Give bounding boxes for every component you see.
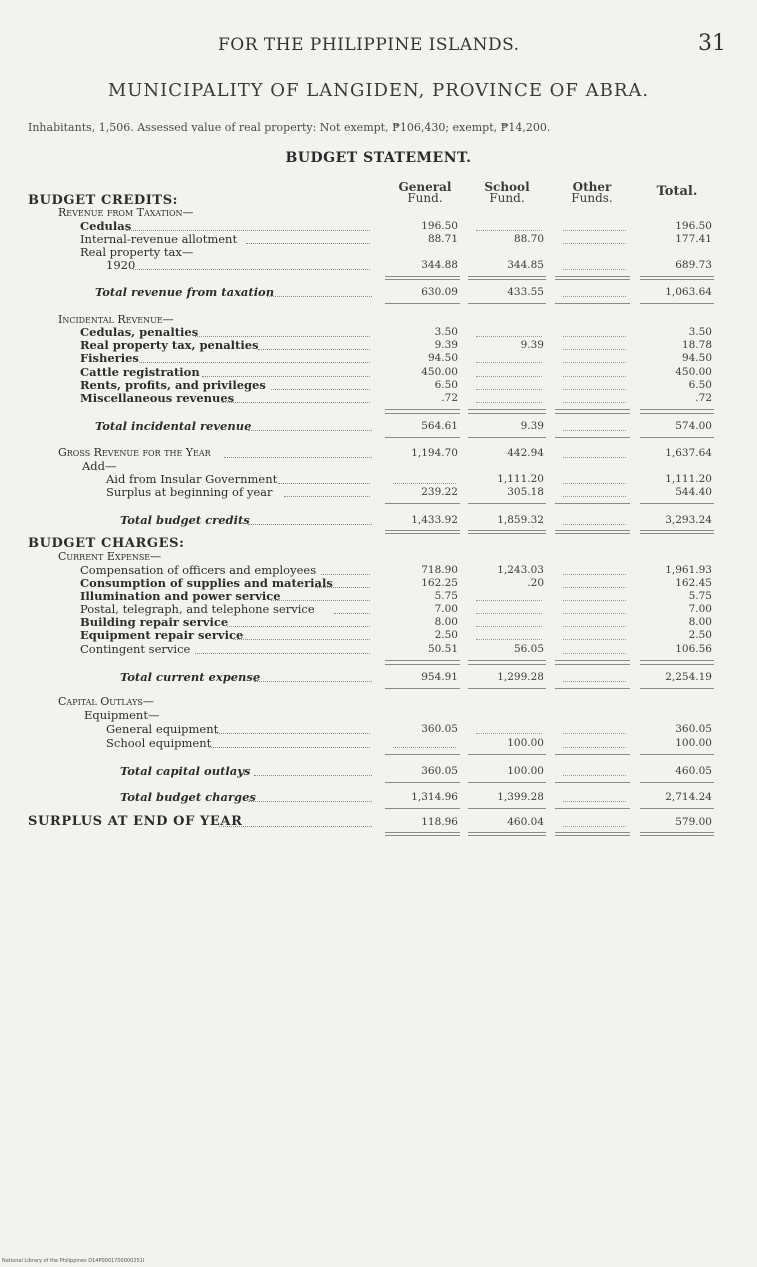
column-rule xyxy=(640,660,714,661)
school-fund-value: 56.05 xyxy=(513,643,544,655)
column-rule xyxy=(385,409,460,410)
blank-cell xyxy=(563,457,626,458)
school-fund-value: 344.85 xyxy=(507,259,544,271)
blank-cell xyxy=(393,747,456,748)
blank-cell xyxy=(476,733,542,734)
blank-cell xyxy=(563,269,626,270)
table-row xyxy=(0,564,757,576)
column-rule xyxy=(468,409,546,410)
total-value: 196.50 xyxy=(675,220,712,232)
inhabitants-line: Inhabitants, 1,506. Assessed value of real property: Not exempt, ₱106,430; exempt, ₱14,200. xyxy=(28,121,551,134)
leader-dots xyxy=(215,733,370,734)
column-rule xyxy=(468,664,546,665)
column-rule xyxy=(385,413,460,414)
general-fund-value: 196.50 xyxy=(421,220,458,232)
table-row xyxy=(0,339,757,351)
leader-dots xyxy=(284,496,370,497)
total-value: 100.00 xyxy=(675,737,712,749)
table-row xyxy=(0,233,757,245)
leader-dots xyxy=(224,457,372,458)
total-value: 2,254.19 xyxy=(665,671,712,683)
column-rule xyxy=(640,754,714,755)
table-row xyxy=(0,379,757,391)
blank-cell xyxy=(563,483,626,484)
leader-dots xyxy=(248,801,372,802)
general-fund-value: .72 xyxy=(441,392,458,404)
row-label: Real property tax— xyxy=(80,245,194,259)
total-value: 94.50 xyxy=(681,352,712,364)
general-fund-value: 344.88 xyxy=(421,259,458,271)
column-rule xyxy=(640,279,714,280)
col-general-fund: General Fund. xyxy=(398,180,452,205)
school-fund-value: 9.39 xyxy=(520,420,544,432)
column-rule xyxy=(385,279,460,280)
column-rule xyxy=(555,832,630,836)
column-rule xyxy=(555,409,630,410)
blank-cell xyxy=(563,336,626,337)
table-row xyxy=(0,538,757,550)
blank-cell xyxy=(563,747,626,748)
column-rule xyxy=(640,688,714,689)
column-rule xyxy=(468,503,546,504)
row-label: Revenue from Taxation— xyxy=(58,206,194,219)
blank-cell xyxy=(563,376,626,377)
general-fund-value: 1,433.92 xyxy=(411,514,458,526)
column-rule xyxy=(555,660,630,661)
column-rule xyxy=(468,754,546,755)
running-title: FOR THE PHILIPPINE ISLANDS. xyxy=(218,35,520,55)
table-row xyxy=(0,590,757,602)
column-rule xyxy=(468,437,546,438)
general-fund-value: 564.61 xyxy=(421,420,458,432)
leader-dots xyxy=(254,681,372,682)
blank-cell xyxy=(563,524,626,525)
page-number: 31 xyxy=(698,31,726,56)
school-fund-value: 9.39 xyxy=(520,339,544,351)
leader-dots xyxy=(271,600,370,601)
leader-dots xyxy=(133,269,370,270)
blank-cell xyxy=(476,336,542,337)
table-row xyxy=(0,486,757,498)
general-fund-value: 450.00 xyxy=(421,366,458,378)
row-label: Miscellaneous revenues xyxy=(80,391,235,405)
row-label: Capital Outlays— xyxy=(58,695,154,708)
general-fund-value: 5.75 xyxy=(434,590,458,602)
total-value: 1,063.64 xyxy=(665,286,712,298)
column-rule xyxy=(640,413,714,414)
row-label: BUDGET CREDITS: xyxy=(28,193,179,208)
row-label: Total current expense xyxy=(120,670,261,684)
table-row xyxy=(0,577,757,589)
blank-cell xyxy=(563,600,626,601)
column-rule xyxy=(468,688,546,689)
table-row xyxy=(0,723,757,735)
row-label: Cedulas, penalties xyxy=(80,325,199,339)
column-rule xyxy=(385,276,460,277)
blank-cell xyxy=(563,613,626,614)
column-rule xyxy=(468,832,546,836)
column-rule xyxy=(385,503,460,504)
general-fund-value: 88.71 xyxy=(427,233,458,245)
row-label: Gross Revenue for the Year xyxy=(58,446,211,459)
total-value: 162.45 xyxy=(675,577,712,589)
leader-dots xyxy=(334,613,370,614)
row-label: SURPLUS AT END OF YEAR xyxy=(28,814,243,829)
blank-cell xyxy=(563,362,626,363)
column-rule xyxy=(468,782,546,783)
total-value: 460.05 xyxy=(675,765,712,777)
row-label: Total budget credits xyxy=(120,513,250,527)
table-row xyxy=(0,643,757,655)
column-rule xyxy=(640,303,714,304)
table-row xyxy=(0,246,757,258)
row-label: BUDGET CHARGES: xyxy=(28,536,185,551)
leader-dots xyxy=(195,653,370,654)
row-label: Illumination and power service xyxy=(80,589,281,603)
school-fund-value: 100.00 xyxy=(507,737,544,749)
blank-cell xyxy=(476,402,542,403)
general-fund-value: 3.50 xyxy=(434,326,458,338)
leader-dots xyxy=(258,349,370,350)
blank-cell xyxy=(563,496,626,497)
blank-cell xyxy=(563,639,626,640)
leader-dots xyxy=(248,430,372,431)
budget-statement-title: BUDGET STATEMENT. xyxy=(285,150,472,166)
blank-cell xyxy=(476,639,542,640)
leader-dots xyxy=(202,376,370,377)
school-fund-value: 100.00 xyxy=(507,765,544,777)
blank-cell xyxy=(563,574,626,575)
column-rule xyxy=(555,808,630,809)
column-rule xyxy=(468,303,546,304)
blank-cell xyxy=(563,626,626,627)
table-row xyxy=(0,737,757,749)
library-footer: National Library of the Philippines D14P0001700000251I xyxy=(2,1258,145,1264)
municipality-heading: MUNICIPALITY OF LANGIDEN, PROVINCE OF ABRA. xyxy=(107,80,650,101)
total-value: 3,293.24 xyxy=(665,514,712,526)
blank-cell xyxy=(563,587,626,588)
row-label: Total budget charges xyxy=(120,790,256,804)
general-fund-value: 2.50 xyxy=(434,629,458,641)
table-row xyxy=(0,765,757,777)
row-label: Postal, telegraph, and telephone service xyxy=(80,602,315,616)
general-fund-value: 1,314.96 xyxy=(411,791,458,803)
leader-dots xyxy=(267,296,372,297)
total-value: 2,714.24 xyxy=(665,791,712,803)
row-label: Real property tax, penalties xyxy=(80,338,259,352)
col-school-fund: School Fund. xyxy=(484,180,530,205)
table-row xyxy=(0,352,757,364)
blank-cell xyxy=(563,775,626,776)
general-fund-value: 360.05 xyxy=(421,765,458,777)
table-row xyxy=(0,460,757,472)
leader-dots xyxy=(227,626,370,627)
total-value: 2.50 xyxy=(688,629,712,641)
general-fund-value: 6.50 xyxy=(434,379,458,391)
column-rule xyxy=(555,782,630,783)
column-rule xyxy=(555,303,630,304)
table-row xyxy=(0,259,757,271)
total-value: 544.40 xyxy=(675,486,712,498)
total-value: 689.73 xyxy=(675,259,712,271)
blank-cell xyxy=(563,389,626,390)
table-row xyxy=(0,392,757,404)
blank-cell xyxy=(563,349,626,350)
column-rule xyxy=(385,808,460,809)
total-value: 177.41 xyxy=(675,233,712,245)
row-label: Rents, profits, and privileges xyxy=(80,378,266,392)
school-fund-value: 1,299.28 xyxy=(497,671,544,683)
column-rule xyxy=(555,413,630,414)
column-rule xyxy=(385,832,460,836)
school-fund-value: .20 xyxy=(527,577,544,589)
column-rule xyxy=(468,413,546,414)
blank-cell xyxy=(563,653,626,654)
row-label: Total capital outlays xyxy=(120,764,251,778)
blank-cell xyxy=(563,733,626,734)
total-value: 1,961.93 xyxy=(665,564,712,576)
leader-dots xyxy=(209,747,370,748)
leader-dots xyxy=(195,336,370,337)
blank-cell xyxy=(476,230,542,231)
column-rule xyxy=(640,276,714,277)
general-fund-value: 94.50 xyxy=(427,352,458,364)
general-fund-value: 954.91 xyxy=(421,671,458,683)
school-fund-value: 88.70 xyxy=(513,233,544,245)
row-label: Compensation of officers and employees xyxy=(80,563,317,577)
school-fund-value: 1,859.32 xyxy=(497,514,544,526)
total-value: 18.78 xyxy=(681,339,712,351)
column-rule xyxy=(640,503,714,504)
leader-dots xyxy=(321,574,370,575)
row-label: Add— xyxy=(82,459,117,473)
table-row xyxy=(0,514,757,526)
column-rule xyxy=(385,688,460,689)
total-value: 7.00 xyxy=(688,603,712,615)
leader-dots xyxy=(254,775,372,776)
column-rule xyxy=(640,832,714,836)
total-value: 450.00 xyxy=(675,366,712,378)
general-fund-value: 9.39 xyxy=(434,339,458,351)
blank-cell xyxy=(563,430,626,431)
table-row xyxy=(0,420,757,432)
column-rule xyxy=(385,303,460,304)
general-fund-value: 7.00 xyxy=(434,603,458,615)
table-row xyxy=(0,286,757,298)
leader-dots xyxy=(221,402,370,403)
table-row xyxy=(0,791,757,803)
row-label: Aid from Insular Government xyxy=(106,472,278,486)
column-rule xyxy=(640,782,714,783)
total-value: 1,637.64 xyxy=(665,447,712,459)
total-value: 360.05 xyxy=(675,723,712,735)
total-value: 106.56 xyxy=(675,643,712,655)
table-row xyxy=(0,709,757,721)
general-fund-value: 239.22 xyxy=(421,486,458,498)
blank-cell xyxy=(476,389,542,390)
column-rule xyxy=(385,437,460,438)
table-row xyxy=(0,629,757,641)
total-value: .72 xyxy=(695,392,712,404)
table-row xyxy=(0,816,757,828)
total-value: 6.50 xyxy=(688,379,712,391)
blank-cell xyxy=(563,296,626,297)
leader-dots xyxy=(278,483,370,484)
school-fund-value: 1,399.28 xyxy=(497,791,544,803)
row-label: 1920 xyxy=(106,258,136,272)
blank-cell xyxy=(476,362,542,363)
row-label: General equipment xyxy=(106,722,219,736)
table-row xyxy=(0,447,757,459)
general-fund-value: 50.51 xyxy=(427,643,458,655)
row-label: Total revenue from taxation xyxy=(95,285,275,299)
school-fund-value: 305.18 xyxy=(507,486,544,498)
table-row xyxy=(0,603,757,615)
blank-cell xyxy=(476,600,542,601)
column-rule xyxy=(385,754,460,755)
column-rule xyxy=(640,437,714,438)
table-row xyxy=(0,326,757,338)
column-rule xyxy=(468,279,546,280)
column-rule xyxy=(468,276,546,277)
column-rule xyxy=(640,808,714,809)
blank-cell xyxy=(476,376,542,377)
column-rule xyxy=(555,754,630,755)
row-label: Equipment repair service xyxy=(80,628,244,642)
column-rule xyxy=(468,660,546,661)
row-label: Consumption of supplies and materials xyxy=(80,576,333,590)
table-row xyxy=(0,671,757,683)
column-rule xyxy=(385,530,460,534)
blank-cell xyxy=(476,613,542,614)
row-label: Contingent service xyxy=(80,642,191,656)
school-fund-value: 1,243.03 xyxy=(497,564,544,576)
general-fund-value: 118.96 xyxy=(421,816,458,828)
blank-cell xyxy=(563,801,626,802)
school-fund-value: 1,111.20 xyxy=(497,473,544,485)
general-fund-value: 360.05 xyxy=(421,723,458,735)
leader-dots xyxy=(315,587,370,588)
column-rule xyxy=(385,664,460,665)
column-rule xyxy=(640,409,714,410)
leader-dots xyxy=(246,243,370,244)
column-rule xyxy=(555,530,630,534)
column-rule xyxy=(385,660,460,661)
leader-dots xyxy=(126,230,370,231)
row-label: Fisheries xyxy=(80,351,139,365)
column-rule xyxy=(555,279,630,280)
row-label: Equipment— xyxy=(84,708,160,722)
general-fund-value: 8.00 xyxy=(434,616,458,628)
column-rule xyxy=(555,437,630,438)
general-fund-value: 1,194.70 xyxy=(411,447,458,459)
blank-cell xyxy=(476,626,542,627)
column-rule xyxy=(555,276,630,277)
table-row xyxy=(0,366,757,378)
col-total: Total. xyxy=(656,184,698,199)
general-fund-value: 630.09 xyxy=(421,286,458,298)
total-value: 5.75 xyxy=(688,590,712,602)
blank-cell xyxy=(563,230,626,231)
row-label: School equipment xyxy=(106,736,212,750)
row-label: Surplus at beginning of year xyxy=(106,485,273,499)
table-row xyxy=(0,696,757,708)
row-label: Total incidental revenue xyxy=(95,419,252,433)
school-fund-value: 442.94 xyxy=(507,447,544,459)
row-label: Building repair service xyxy=(80,615,229,629)
column-rule xyxy=(555,503,630,504)
school-fund-value: 460.04 xyxy=(507,816,544,828)
column-rule xyxy=(468,808,546,809)
col-other-funds: Other Funds. xyxy=(571,180,613,205)
total-value: 3.50 xyxy=(688,326,712,338)
table-row xyxy=(0,551,757,563)
blank-cell xyxy=(563,826,626,827)
total-value: 8.00 xyxy=(688,616,712,628)
blank-cell xyxy=(393,483,456,484)
blank-cell xyxy=(563,402,626,403)
blank-cell xyxy=(563,681,626,682)
row-label: Current Expense— xyxy=(58,550,162,563)
column-rule xyxy=(555,664,630,665)
table-row xyxy=(0,473,757,485)
column-rule xyxy=(555,688,630,689)
column-rule xyxy=(640,530,714,534)
column-rule xyxy=(385,782,460,783)
general-fund-value: 718.90 xyxy=(421,564,458,576)
school-fund-value: 433.55 xyxy=(507,286,544,298)
row-label: Cattle registration xyxy=(80,365,200,379)
table-row xyxy=(0,207,757,219)
total-value: 1,111.20 xyxy=(665,473,712,485)
table-row xyxy=(0,220,757,232)
leader-dots xyxy=(139,362,370,363)
row-label: Incidental Revenue— xyxy=(58,313,174,326)
column-rule xyxy=(640,664,714,665)
table-row xyxy=(0,616,757,628)
leader-dots xyxy=(271,389,370,390)
row-label: Internal-revenue allotment xyxy=(80,232,238,246)
total-value: 574.00 xyxy=(675,420,712,432)
row-label: Cedulas xyxy=(80,219,132,233)
leader-dots xyxy=(248,524,372,525)
leader-dots xyxy=(233,639,370,640)
general-fund-value: 162.25 xyxy=(421,577,458,589)
total-value: 579.00 xyxy=(675,816,712,828)
blank-cell xyxy=(563,243,626,244)
column-rule xyxy=(468,530,546,534)
leader-dots xyxy=(219,826,372,827)
